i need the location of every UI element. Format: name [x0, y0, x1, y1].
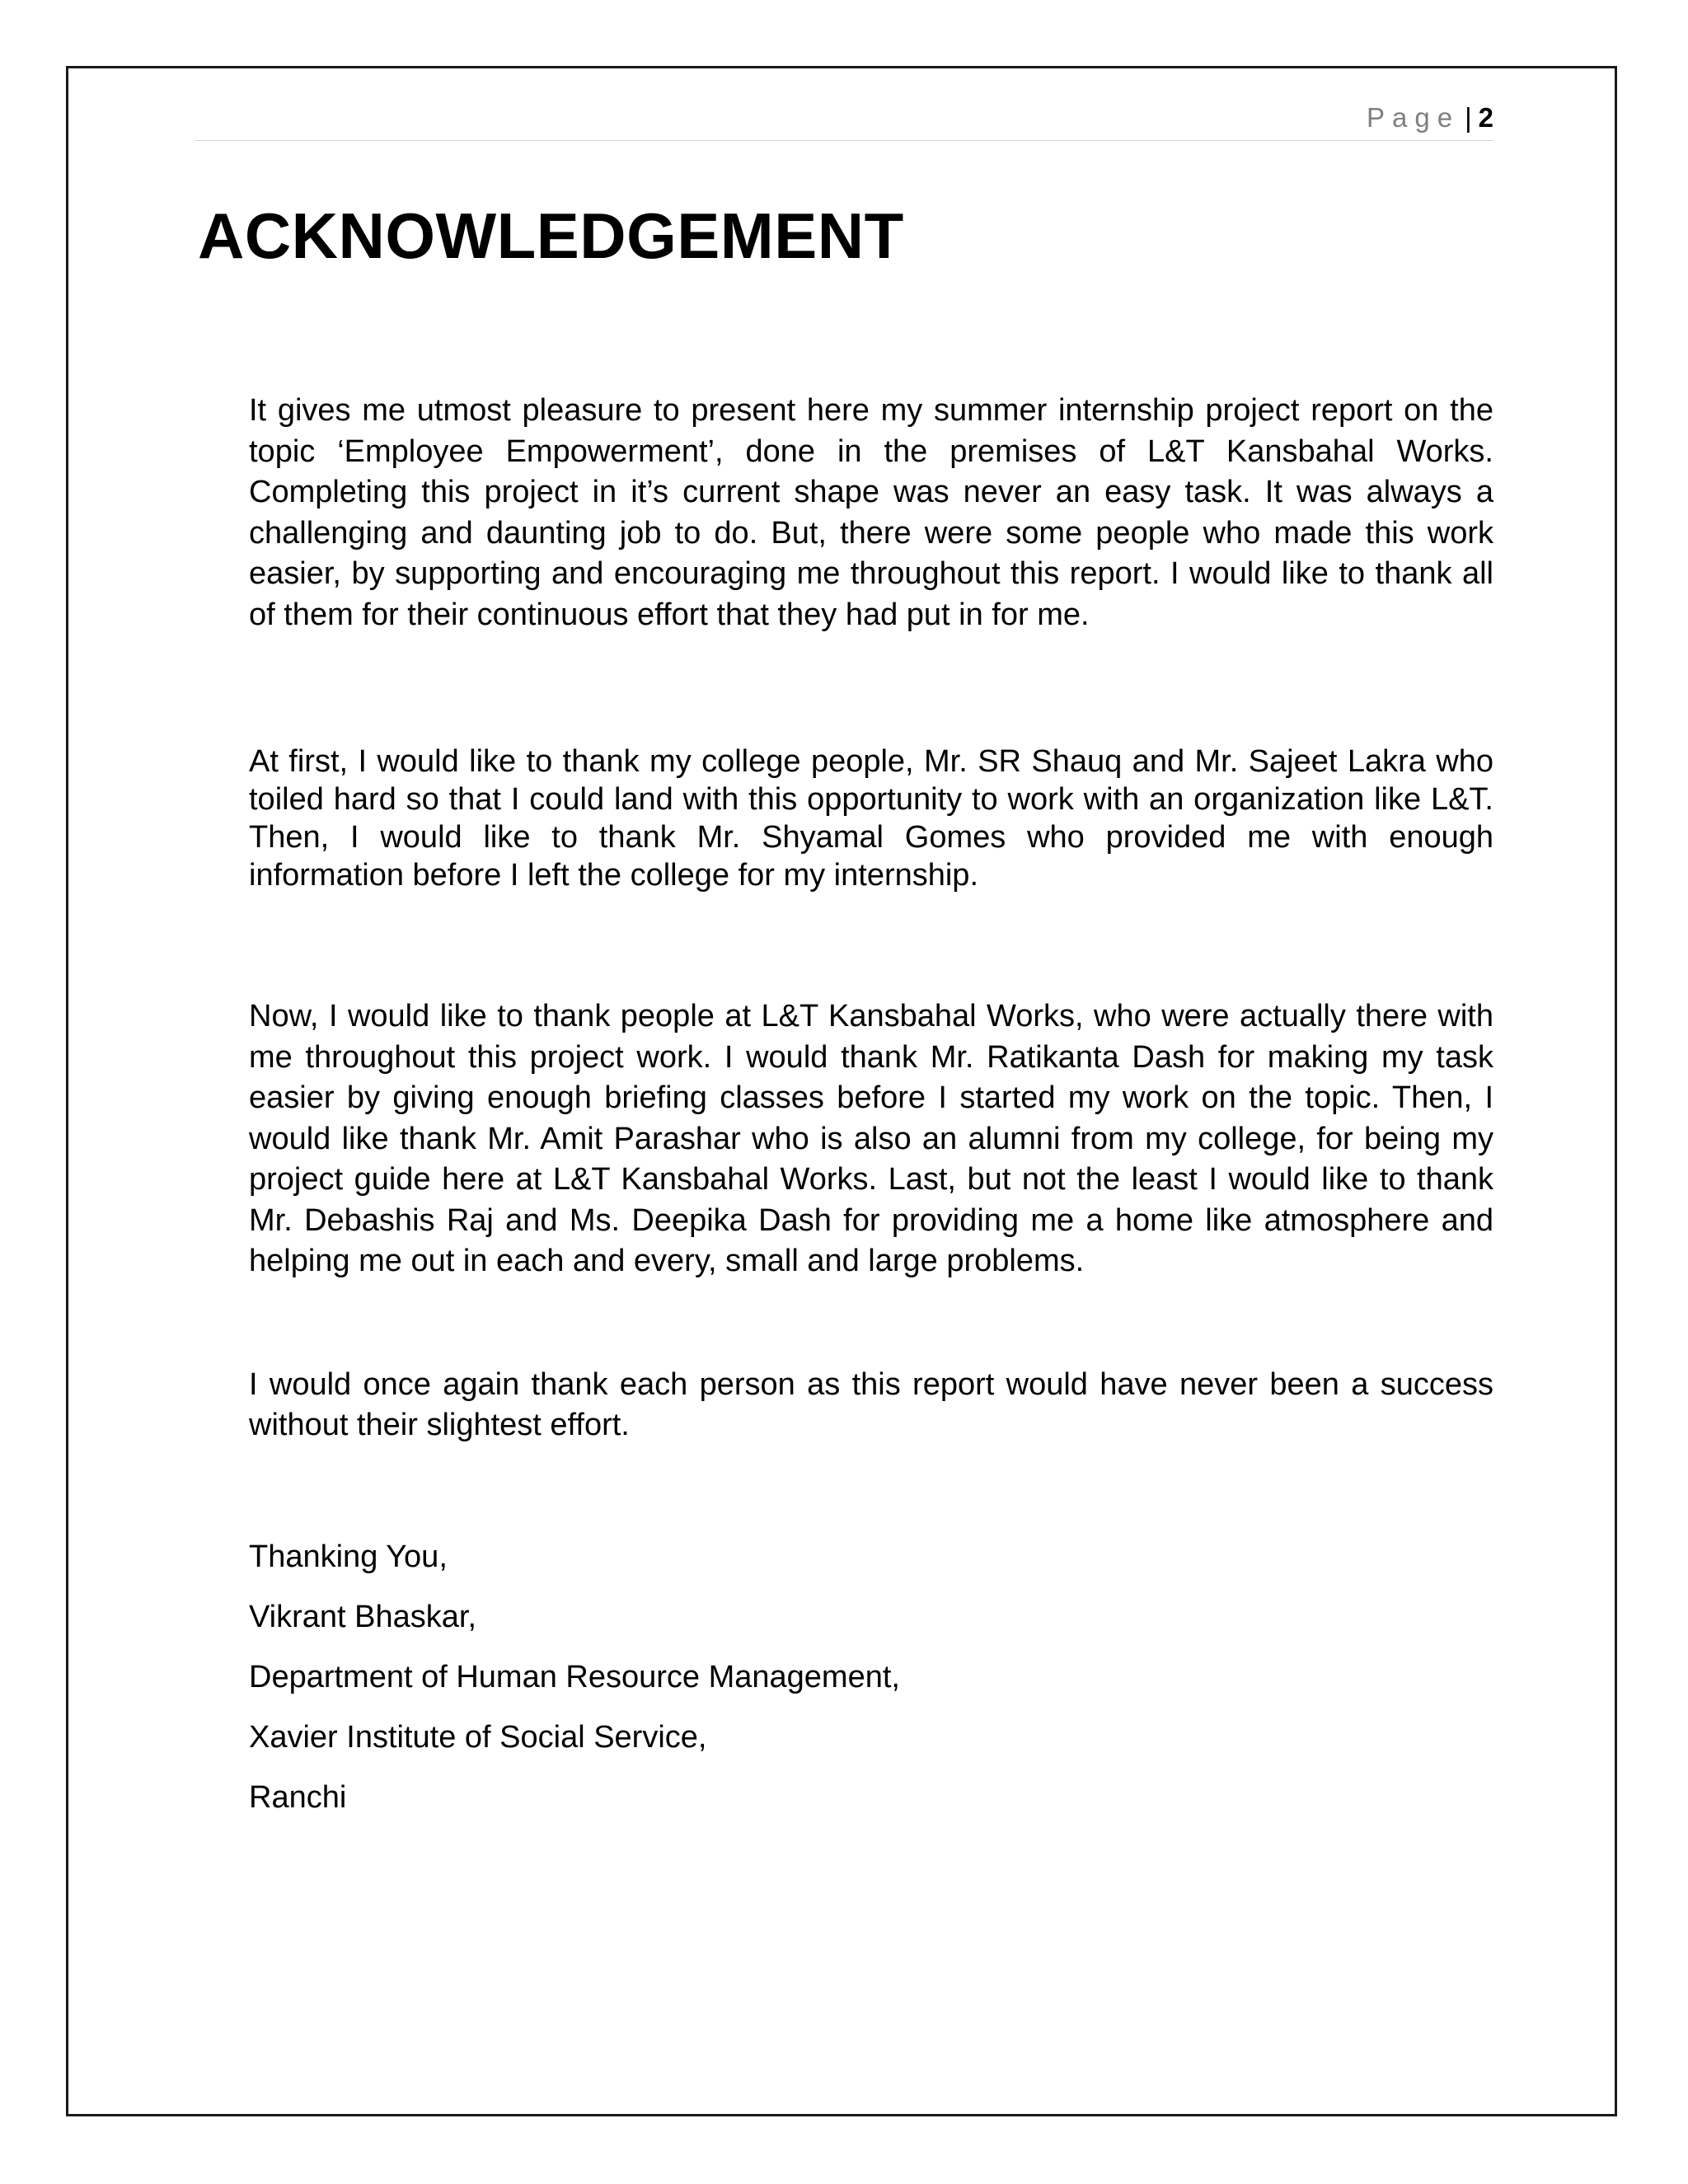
paragraph-college-thanks: At first, I would like to thank my college people, Mr. SR Shauq and Mr. Sajeet Lakra who toiled hard so that I could land with this opportunity to work with an organization like L&T. Then, I would like to thank Mr. Shyamal Gomes who provided me with enough information before I left the college for my internship.	[249, 744, 1493, 893]
page-number-label	[1367, 99, 1493, 137]
signature-closing: Thanking You,	[249, 1539, 448, 1574]
page-separator: |	[1465, 102, 1472, 133]
signature-block	[249, 1527, 1493, 1828]
signature-institute: Xavier Institute of Social Service,	[249, 1719, 707, 1755]
paragraph-company-thanks: Now, I would like to thank people at L&T Kansbahal Works, who were actually there with me throughout this project work. I would thank Mr. Ratikanta Dash for making my task easier by giving enough briefing classes before I started my work on the topic. Then, I would like thank Mr. Amit Parashar who is also an alumni from my college, for being my project guide here at L&T Kansbahal Works. Last, but not the least I would like to thank Mr. Debashis Raj and Ms. Deepika Dash for providing me a home like atmosphere and helping me out in each and every, small and large problems.	[249, 999, 1493, 1278]
signature-name: Vikrant Bhaskar,	[249, 1599, 477, 1634]
document-body	[249, 391, 1493, 1828]
signature-department: Department of Human Resource Management,	[249, 1659, 900, 1694]
page-title: ACKNOWLEDGEMENT	[198, 199, 904, 272]
page-number: 2	[1478, 102, 1493, 133]
page-word: Page	[1366, 102, 1461, 133]
page-header	[195, 99, 1493, 141]
paragraph-closing: I would once again thank each person as this report would have never been a success without their slightest effort.	[249, 1366, 1493, 1442]
paragraph-intro: It gives me utmost pleasure to present here my summer internship project report on the topic ‘Employee Empowerment’, done in the premises of L&T Kansbahal Works. Completing this project in it’s current shape was never an easy task. It was always a challenging and daunting job to do. But, there were some people who made this work easier, by supporting and encouraging me throughout this report. I would like to thank all of them for their continuous effort that they had put in for me.	[249, 393, 1493, 632]
signature-city: Ranchi	[249, 1779, 347, 1815]
